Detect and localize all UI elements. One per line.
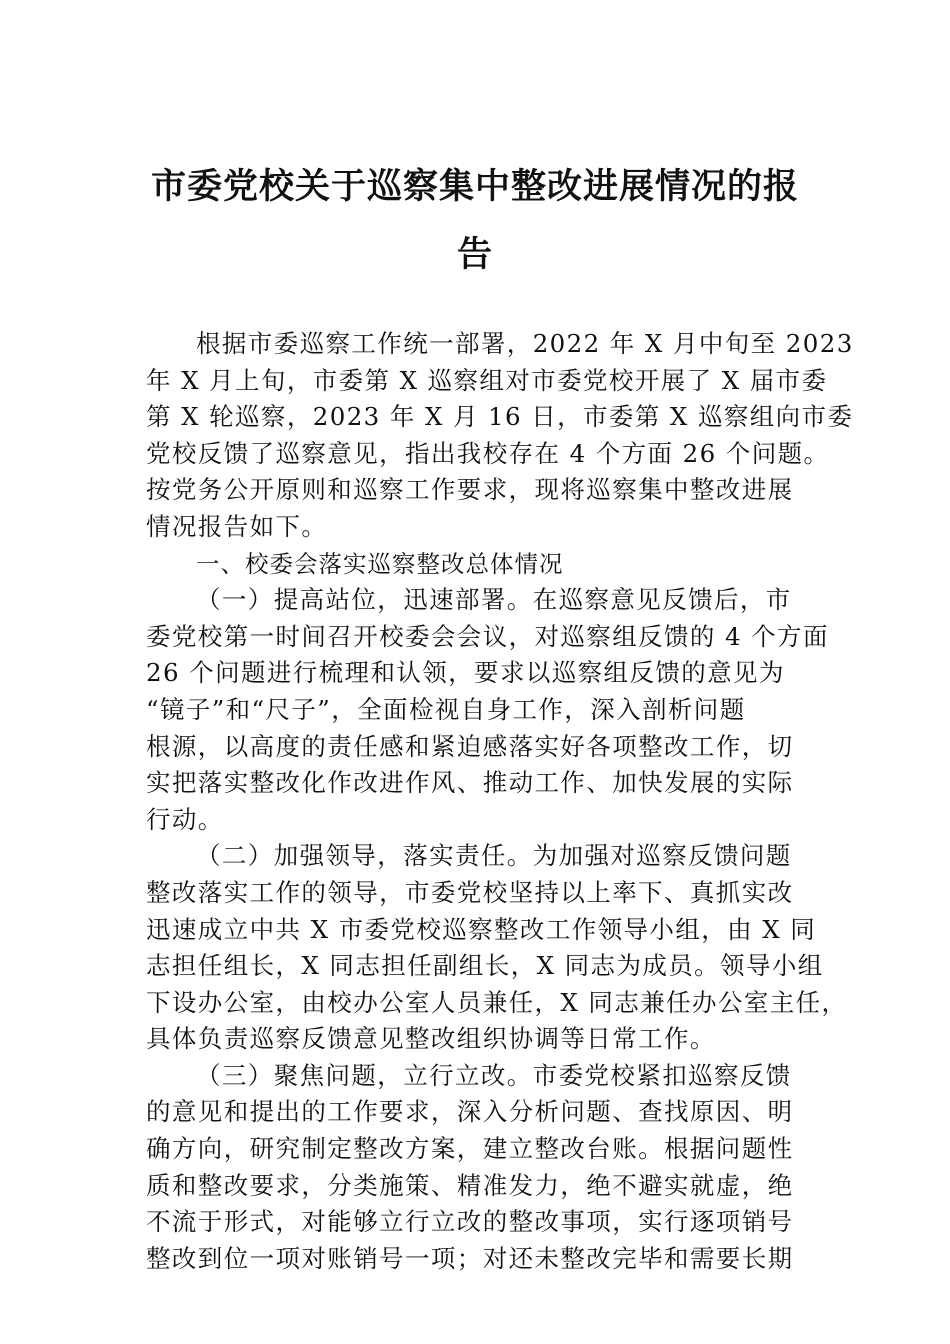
document-body [146,326,854,1277]
paragraph-line: 党校反馈了巡察意见，指出我校存在 4 个方面 26 个问题。 [146,438,830,468]
paragraph-line: （一）提高站位，迅速部署。在巡察意见反馈后，市 [196,585,792,615]
paragraph-line: 情况报告如下。 [146,511,328,541]
paragraph-line: 实把落实整改化作改进作风、推动工作、加快发展的实际 [146,768,794,798]
paragraph-line: 志担任组长，X 同志担任副组长，X 同志为成员。领导小组 [146,951,824,981]
paragraph-line: 按党务公开原则和巡察工作要求，现将巡察集中整改进展 [146,475,794,505]
paragraph-line: 行动。 [146,804,224,834]
paragraph-line: 的意见和提出的工作要求，深入分析问题、查找原因、明 [146,1097,794,1127]
paragraph-line: 质和整改要求，分类施策、精准发力，绝不避实就虚，绝 [146,1170,794,1200]
paragraph-line: 年 X 月上旬，市委第 X 巡察组对市委党校开展了 X 届市委 [146,365,828,395]
paragraph-line: 整改落实工作的领导，市委党校坚持以上率下、真抓实改 [146,877,794,907]
paragraph-line: 第 X 轮巡察，2023 年 X 月 16 日，市委第 X 巡察组向市委 [146,402,854,432]
paragraph-line: 26 个问题进行梳理和认领，要求以巡察组反馈的意见为 [146,658,785,688]
document-title-line-2: 告 [456,235,493,275]
paragraph-line: “镜子”和“尺子”，全面检视自身工作，深入剖析问题 [146,694,746,724]
paragraph-line: 不流于形式，对能够立行立改的整改事项，实行逐项销号 [146,1207,794,1237]
paragraph-line: 迅速成立中共 X 市委党校巡察整改工作领导小组，由 X 同 [146,914,817,944]
paragraph-line: 整改到位一项对账销号一项；对还未整改完毕和需要长期 [146,1243,794,1273]
paragraph-line: 根源，以高度的责任感和紧迫感落实好各项整改工作，切 [146,731,794,761]
paragraph-line: （三）聚焦问题，立行立改。市委党校紧扣巡察反馈 [196,1060,792,1090]
paragraph-line: （二）加强领导，落实责任。为加强对巡察反馈问题 [196,841,792,871]
paragraph-line: 下设办公室，由校办公室人员兼任，X 同志兼任办公室主任， [146,987,848,1017]
paragraph-line: 确方向，研究制定整改方案，建立整改台账。根据问题性 [146,1134,794,1164]
document-title-line-1: 市委党校关于巡察集中整改进展情况的报 [150,167,799,207]
section-heading: 一、校委会落实巡察整改总体情况 [196,549,564,578]
paragraph-line: 根据市委巡察工作统一部署，2022 年 X 月中旬至 2023 [196,329,854,358]
paragraph-line: 委党校第一时间召开校委会会议，对巡察组反馈的 4 个方面 [146,621,829,651]
paragraph-line: 具体负责巡察反馈意见整改组织协调等日常工作。 [146,1024,716,1054]
